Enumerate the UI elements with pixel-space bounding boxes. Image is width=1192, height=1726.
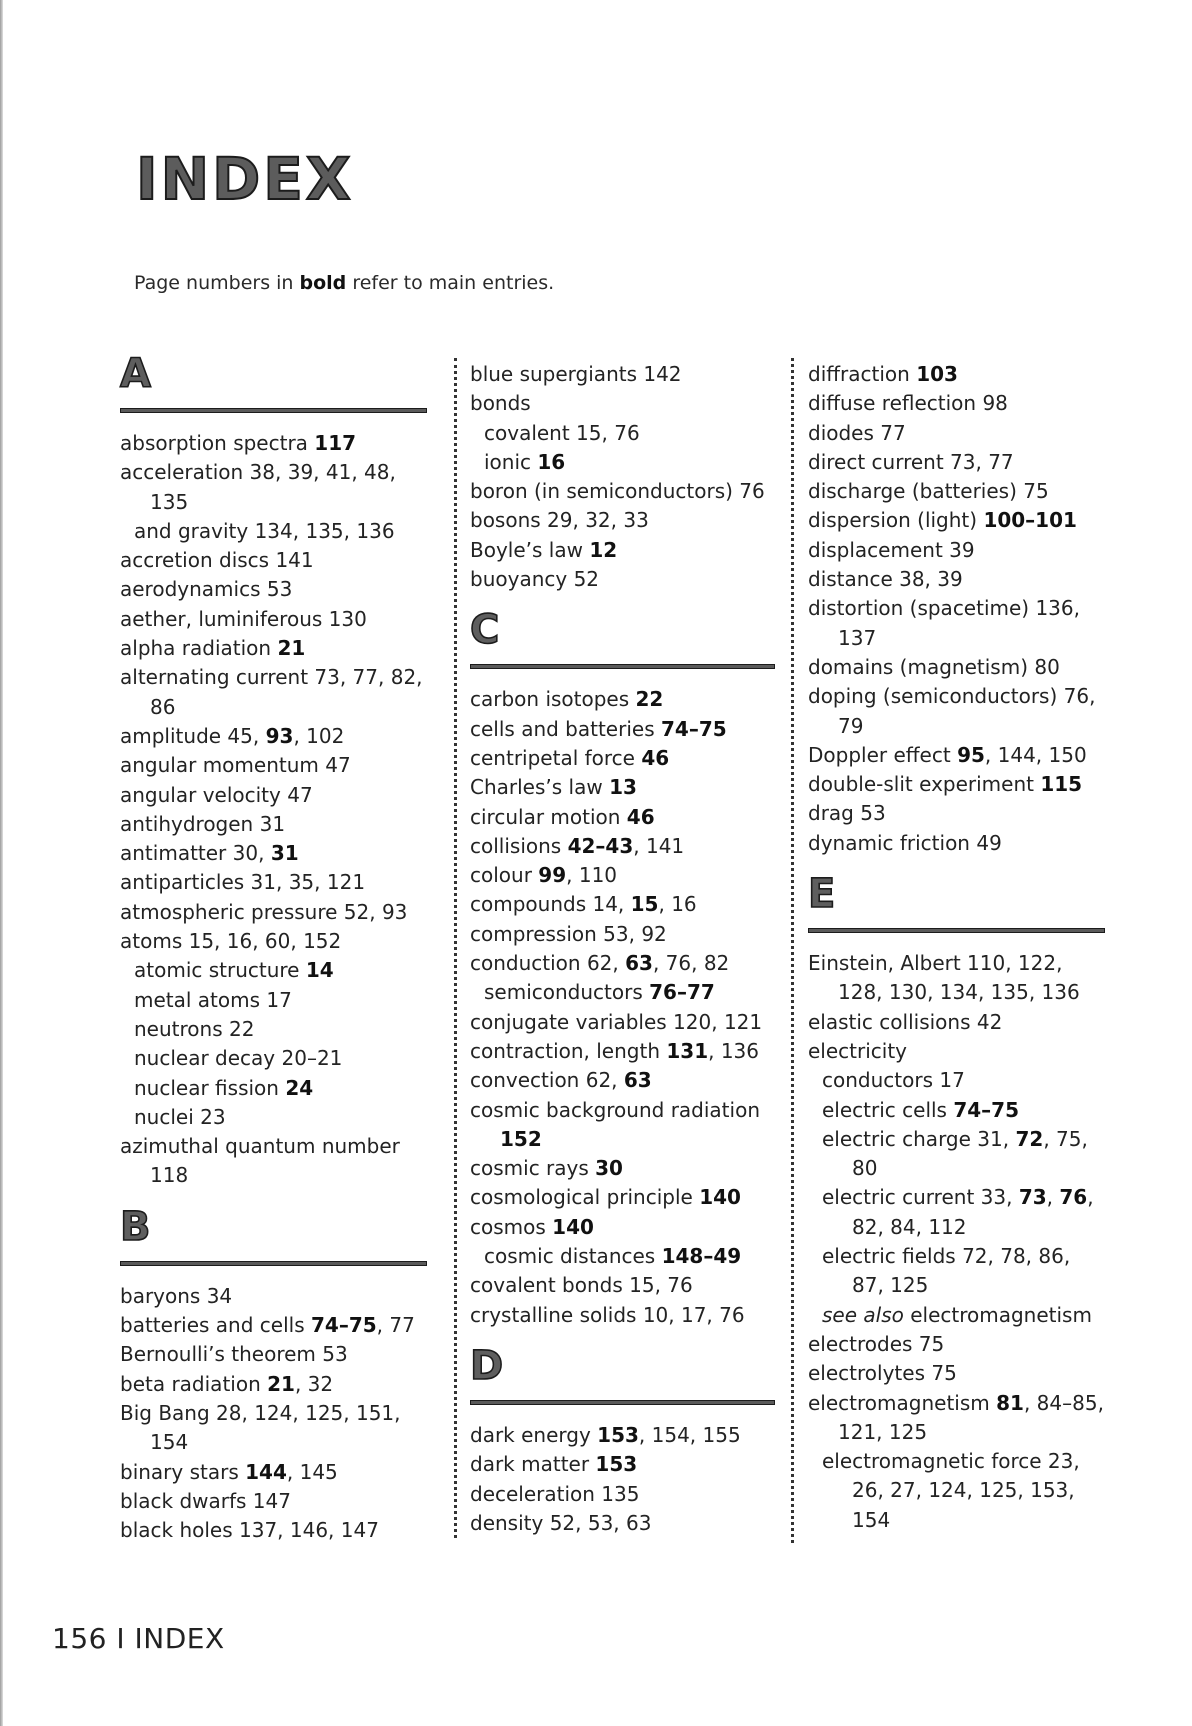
section-rule xyxy=(120,1261,427,1266)
entry-text: baryons 34 xyxy=(120,1283,233,1308)
entry-text: doping (semiconductors) 76, 79 xyxy=(808,684,1096,738)
index-section-d xyxy=(470,1344,776,1538)
entry-text: nuclear fission xyxy=(134,1075,286,1100)
entry-text: buoyancy 52 xyxy=(470,567,600,592)
main-entry-page-ref: 140 xyxy=(699,1185,741,1210)
entry-text: dispersion (light) xyxy=(808,508,984,533)
entry-text: amplitude 45, xyxy=(120,723,266,748)
index-subentry xyxy=(808,1301,1108,1330)
entry-text: deceleration 135 xyxy=(470,1481,640,1506)
index-entry xyxy=(808,536,1108,565)
index-entry xyxy=(470,1509,776,1538)
index-entry xyxy=(470,1301,776,1330)
entry-text: , 16 xyxy=(658,892,697,917)
entry-text: cosmos xyxy=(470,1214,553,1239)
entry-text: compounds 14, xyxy=(470,892,631,917)
index-entry xyxy=(470,1066,776,1095)
index-entry xyxy=(808,829,1108,858)
index-entry xyxy=(120,868,436,897)
main-entry-page-ref: 81 xyxy=(996,1390,1024,1415)
index-entry xyxy=(120,575,436,604)
index-entry xyxy=(808,594,1108,653)
index-entry xyxy=(120,722,436,751)
footer-separator: I xyxy=(116,1622,126,1655)
column-divider xyxy=(454,358,457,1538)
index-subentry xyxy=(808,1096,1108,1125)
entry-text: Doppler effect xyxy=(808,742,958,767)
index-subentry xyxy=(120,1103,436,1132)
section-rule xyxy=(470,664,775,669)
entry-text: antimatter 30, xyxy=(120,841,271,866)
index-entry xyxy=(470,949,776,978)
index-entry xyxy=(470,861,776,890)
entry-text: displacement 39 xyxy=(808,537,975,562)
index-entry xyxy=(120,1458,436,1487)
section-letter-heading: A xyxy=(120,351,151,397)
entry-text: dark matter xyxy=(470,1452,596,1477)
entry-text: binary stars xyxy=(120,1459,246,1484)
main-entry-page-ref: 63 xyxy=(623,1068,652,1093)
entry-text: electric charge 31, xyxy=(822,1126,1016,1151)
entry-text: black dwarfs 147 xyxy=(120,1488,291,1513)
main-entry-page-ref: 15 xyxy=(630,892,659,917)
index-entry xyxy=(808,419,1108,448)
entry-text: ionic xyxy=(484,449,538,474)
index-entry xyxy=(808,477,1108,506)
entry-text: , 77 xyxy=(376,1313,415,1338)
index-subentry xyxy=(808,1066,1108,1095)
page-spine-shadow xyxy=(0,0,3,1726)
entry-text: cells and batteries xyxy=(470,716,661,741)
entry-text: elastic collisions 42 xyxy=(808,1009,1003,1034)
entry-text: bosons 29, 32, 33 xyxy=(470,508,649,533)
section-letter-heading: B xyxy=(120,1203,151,1250)
entry-text: accretion discs 141 xyxy=(120,548,314,573)
index-entry xyxy=(470,1154,776,1183)
entry-text: azimuthal quantum number 118 xyxy=(120,1134,400,1188)
entry-text: cosmic background radiation xyxy=(470,1097,760,1122)
index-entry xyxy=(120,1399,436,1458)
index-entry xyxy=(470,715,776,744)
entry-text: electric fields 72, 78, 86, 87, 125 xyxy=(822,1244,1071,1298)
main-entry-page-ref: 72 xyxy=(1015,1126,1044,1151)
entry-text: electrolytes 75 xyxy=(808,1361,957,1386)
entry-text: Charles’s law xyxy=(470,775,610,800)
index-section-continued xyxy=(470,360,776,594)
index-subentry xyxy=(808,1242,1108,1301)
entry-text: drag 53 xyxy=(808,801,886,826)
index-entry xyxy=(470,477,776,506)
index-entry xyxy=(120,605,436,634)
page-footer xyxy=(52,1622,225,1655)
main-entry-page-ref: 30 xyxy=(595,1156,623,1181)
index-entry xyxy=(808,1037,1108,1066)
entry-text: acceleration 38, 39, 41, 48, 135 xyxy=(120,460,396,514)
entry-text: , 82, 84, 112 xyxy=(852,1185,1094,1239)
section-letter-heading: D xyxy=(470,1342,504,1389)
index-entry xyxy=(470,1271,776,1300)
index-entry xyxy=(470,773,776,802)
index-entry xyxy=(808,1330,1108,1359)
cross-reference-label: see also xyxy=(822,1302,904,1327)
main-entry-page-ref: 74–75 xyxy=(310,1313,377,1338)
entry-text: , 136 xyxy=(708,1038,759,1063)
entry-text: , 154, 155 xyxy=(638,1422,741,1447)
index-entry xyxy=(470,744,776,773)
entry-text: circular motion xyxy=(470,804,627,829)
index-entry xyxy=(120,1311,436,1340)
entry-text: blue supergiants 142 xyxy=(470,362,682,386)
entry-text: convection 62, xyxy=(470,1068,624,1093)
main-entry-page-ref: 42–43 xyxy=(567,833,634,858)
entry-text: cosmic distances xyxy=(484,1244,662,1269)
index-entry xyxy=(808,565,1108,594)
main-entry-page-ref: 31 xyxy=(270,841,299,866)
index-entry xyxy=(808,389,1108,418)
entry-text: nuclear decay 20–21 xyxy=(134,1046,343,1071)
entry-text: distortion (spacetime) 136, 137 xyxy=(808,596,1080,650)
entry-text: collisions xyxy=(470,833,568,858)
footer-page-number: 156 xyxy=(52,1622,107,1655)
main-entry-page-ref: 100–101 xyxy=(983,508,1077,533)
index-entry xyxy=(470,536,776,565)
index-entry xyxy=(120,927,436,956)
entry-text: contraction, length xyxy=(470,1038,667,1063)
main-entry-page-ref: 153 xyxy=(597,1422,639,1447)
entry-text: antiparticles 31, 35, 121 xyxy=(120,870,366,895)
index-subentry xyxy=(120,956,436,985)
main-entry-page-ref: 144 xyxy=(245,1459,287,1484)
entry-text: alternating current 73, 77, 82, 86 xyxy=(120,665,423,719)
index-subentry xyxy=(470,448,776,477)
main-entry-page-ref: 117 xyxy=(314,431,357,455)
main-entry-page-ref: 140 xyxy=(552,1214,594,1239)
entry-text: neutrons 22 xyxy=(134,1016,255,1041)
index-entry xyxy=(120,1487,436,1516)
index-subentry xyxy=(120,1015,436,1044)
entry-text: semiconductors xyxy=(484,980,650,1005)
entry-text: angular momentum 47 xyxy=(120,753,351,778)
index-entry xyxy=(120,810,436,839)
main-entry-page-ref: 14 xyxy=(305,958,334,983)
main-entry-page-ref: 74–75 xyxy=(953,1097,1019,1122)
entry-text: , xyxy=(1046,1185,1060,1210)
section-rule xyxy=(120,408,427,413)
index-entry xyxy=(120,1340,436,1369)
entry-text: , 75, 80 xyxy=(852,1126,1088,1181)
main-entry-page-ref: 13 xyxy=(609,775,637,800)
index-entry xyxy=(470,890,776,919)
entry-text: crystalline solids 10, 17, 76 xyxy=(470,1302,745,1327)
entry-text: conductors 17 xyxy=(822,1068,965,1093)
index-entry xyxy=(808,799,1108,828)
index-entry xyxy=(808,1389,1108,1448)
entry-text: , 102 xyxy=(293,723,345,748)
entry-text: and gravity 134, 135, 136 xyxy=(134,518,395,543)
index-entry xyxy=(470,506,776,535)
entry-text: covalent 15, 76 xyxy=(484,420,640,445)
index-subentry xyxy=(120,517,436,546)
main-entry-page-ref: 21 xyxy=(277,636,306,661)
entry-text: atoms 15, 16, 60, 152 xyxy=(120,929,342,954)
entry-text: , 76, 82 xyxy=(652,951,730,976)
entry-text: aether, luminiferous 130 xyxy=(120,606,367,631)
entry-text: cosmic rays xyxy=(470,1156,596,1181)
section-rule xyxy=(470,1400,775,1405)
index-entry xyxy=(120,751,436,780)
index-subentry xyxy=(120,1044,436,1073)
entry-text: aerodynamics 53 xyxy=(120,577,293,602)
main-entry-page-ref: 24 xyxy=(285,1075,314,1100)
entry-text: covalent bonds 15, 76 xyxy=(470,1273,693,1298)
entry-text: electromagnetism xyxy=(808,1390,997,1415)
index-entry xyxy=(120,429,436,458)
entry-text: bonds xyxy=(470,391,531,416)
index-entry xyxy=(470,832,776,861)
entry-text: density 52, 53, 63 xyxy=(470,1510,652,1535)
index-entry xyxy=(808,448,1108,477)
entry-text: double-slit experiment xyxy=(808,772,1041,797)
index-subentry xyxy=(808,1183,1108,1242)
entry-text: , 32 xyxy=(294,1371,334,1396)
main-entry-page-ref: 63 xyxy=(625,951,653,976)
entry-text: colour xyxy=(470,863,539,888)
entry-text: Big Bang 28, 124, 125, 151, 154 xyxy=(120,1400,401,1455)
main-entry-page-ref: 93 xyxy=(265,723,294,748)
index-entry xyxy=(120,839,436,868)
main-entry-page-ref: 16 xyxy=(537,449,566,474)
main-entry-page-ref: 73 xyxy=(1018,1185,1047,1210)
entry-text: , 141 xyxy=(633,833,685,858)
main-entry-page-ref: 99 xyxy=(538,863,567,888)
entry-text: diodes 77 xyxy=(808,420,906,445)
index-entry xyxy=(120,898,436,927)
index-entry xyxy=(470,920,776,949)
main-entry-page-ref: 153 xyxy=(595,1452,638,1477)
main-entry-page-ref: 76–77 xyxy=(649,980,715,1005)
entry-text: nuclei 23 xyxy=(134,1104,226,1129)
index-subentry xyxy=(470,419,776,448)
entry-text: electromagnetism xyxy=(903,1302,1092,1327)
index-entry xyxy=(470,389,776,418)
entry-text: electromagnetic force 23, 26, 27, 124, 125, 153, 154 xyxy=(822,1449,1080,1532)
main-entry-page-ref: 152 xyxy=(500,1126,542,1151)
entry-text: absorption spectra xyxy=(120,431,315,455)
index-entry xyxy=(120,1282,436,1311)
index-subentry xyxy=(470,978,776,1007)
entry-text: alpha radiation xyxy=(120,636,278,661)
main-entry-page-ref: 46 xyxy=(626,804,655,829)
main-entry-page-ref: 76 xyxy=(1059,1185,1088,1210)
entry-text: conduction 62, xyxy=(470,951,626,976)
main-entry-page-ref: 115 xyxy=(1040,772,1083,797)
entry-text: batteries and cells xyxy=(120,1313,311,1338)
index-entry xyxy=(808,682,1108,741)
index-entry xyxy=(808,741,1108,770)
index-subentry xyxy=(808,1125,1108,1184)
index-section-c xyxy=(470,608,776,1330)
index-entry xyxy=(470,1480,776,1509)
section-letter-heading: E xyxy=(808,871,836,918)
entry-text: beta radiation xyxy=(120,1371,268,1396)
index-column-2 xyxy=(470,360,776,1552)
index-entry xyxy=(120,663,436,722)
index-entry xyxy=(470,565,776,594)
main-entry-page-ref: 46 xyxy=(641,745,670,770)
entry-text: carbon isotopes xyxy=(470,687,636,712)
entry-text: electric cells xyxy=(822,1097,954,1122)
main-entry-page-ref: 148–49 xyxy=(661,1244,742,1269)
index-entry xyxy=(470,1096,776,1155)
entry-text: discharge (batteries) 75 xyxy=(808,479,1049,504)
index-entry xyxy=(470,1450,776,1479)
index-entry xyxy=(120,1516,436,1545)
index-subentry xyxy=(120,1074,436,1103)
index-entry xyxy=(470,803,776,832)
index-entry xyxy=(808,1359,1108,1388)
section-rule xyxy=(808,928,1105,933)
main-entry-page-ref: 131 xyxy=(666,1038,709,1063)
entry-text: distance 38, 39 xyxy=(808,567,963,592)
entry-text: black holes 137, 146, 147 xyxy=(120,1518,379,1543)
main-entry-page-ref: 74–75 xyxy=(660,716,727,741)
index-entry xyxy=(120,781,436,810)
intro-note xyxy=(134,272,554,294)
index-section-a xyxy=(120,352,436,1191)
entry-text: atmospheric pressure 52, 93 xyxy=(120,899,408,924)
entry-text: Bernoulli’s theorem 53 xyxy=(120,1342,348,1367)
entry-text: electrodes 75 xyxy=(808,1331,945,1356)
index-entry xyxy=(808,770,1108,799)
entry-text: , 144, 150 xyxy=(984,742,1087,767)
entry-text: dark energy xyxy=(470,1422,598,1447)
entry-text: Einstein, Albert 110, 122, 128, 130, 134, 135, 136 xyxy=(808,951,1080,1005)
index-subentry xyxy=(808,1447,1108,1535)
index-section-b xyxy=(120,1205,436,1546)
index-entry xyxy=(120,634,436,663)
index-entry xyxy=(808,949,1108,1008)
entry-text: Boyle’s law xyxy=(470,537,590,562)
index-entry xyxy=(808,506,1108,535)
entry-text: atomic structure xyxy=(134,958,306,983)
entry-text: , 110 xyxy=(566,863,618,888)
index-entry xyxy=(808,653,1108,682)
footer-section-name: INDEX xyxy=(134,1622,225,1655)
main-entry-page-ref: 103 xyxy=(916,362,958,386)
entry-text: , 145 xyxy=(286,1459,338,1484)
index-column-3 xyxy=(808,360,1108,1549)
index-section-continued xyxy=(808,360,1108,858)
page-title: INDEX xyxy=(136,145,354,213)
entry-text: angular velocity 47 xyxy=(120,782,313,807)
index-entry xyxy=(808,360,1108,389)
intro-text-bold: bold xyxy=(299,272,347,294)
index-entry xyxy=(470,685,776,714)
column-divider xyxy=(791,358,794,1543)
entry-text: , 84–85, 121, 125 xyxy=(838,1390,1104,1444)
intro-text-before: Page numbers in xyxy=(134,272,300,294)
index-entry xyxy=(120,1132,436,1191)
entry-text: domains (magnetism) 80 xyxy=(808,654,1060,679)
index-entry xyxy=(470,1008,776,1037)
main-entry-page-ref: 95 xyxy=(957,742,985,767)
main-entry-page-ref: 21 xyxy=(267,1371,295,1396)
index-entry xyxy=(808,1008,1108,1037)
entry-text: centripetal force xyxy=(470,745,642,770)
main-entry-page-ref: 22 xyxy=(635,687,664,712)
entry-text: metal atoms 17 xyxy=(134,987,292,1012)
entry-text: compression 53, 92 xyxy=(470,921,667,946)
intro-text-after: refer to main entries. xyxy=(346,272,555,294)
index-entry xyxy=(470,1213,776,1242)
entry-text: boron (in semiconductors) 76 xyxy=(470,479,765,504)
index-entry xyxy=(470,1421,776,1450)
index-section-e xyxy=(808,872,1108,1535)
main-entry-page-ref: 12 xyxy=(589,537,618,562)
section-letter-heading: C xyxy=(470,607,500,654)
entry-text: cosmological principle xyxy=(470,1185,700,1210)
entry-text: diffraction xyxy=(808,362,917,386)
entry-text: electricity xyxy=(808,1038,908,1063)
index-subentry xyxy=(120,986,436,1015)
index-entry xyxy=(120,458,436,517)
index-entry xyxy=(470,1183,776,1212)
entry-text: antihydrogen 31 xyxy=(120,811,286,836)
index-entry xyxy=(470,360,776,389)
index-column-1 xyxy=(120,352,436,1559)
index-subentry xyxy=(470,1242,776,1271)
entry-text: direct current 73, 77 xyxy=(808,449,1014,474)
index-entry xyxy=(470,1037,776,1066)
entry-text: conjugate variables 120, 121 xyxy=(470,1009,763,1034)
entry-text: dynamic friction 49 xyxy=(808,830,1002,855)
entry-text: electric current 33, xyxy=(822,1185,1019,1210)
index-entry xyxy=(120,546,436,575)
entry-text: diffuse reflection 98 xyxy=(808,391,1008,416)
index-entry xyxy=(120,1370,436,1399)
